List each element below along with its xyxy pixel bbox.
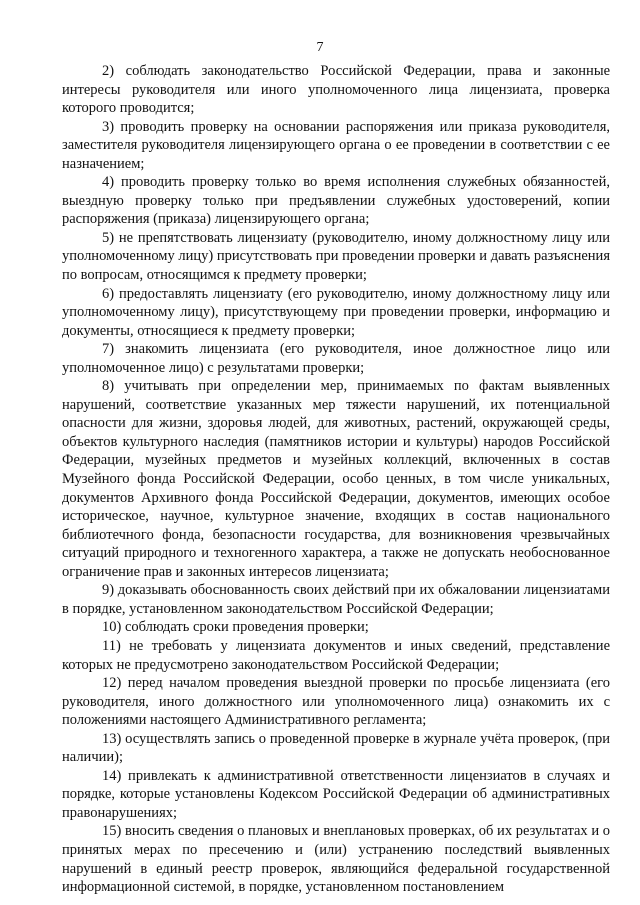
- paragraph-item-4: 4) проводить проверку только во время исполнения служебных обязанностей, выездную проверку только при предъявлении служебных удостоверений, копии распоряжения (приказа) лицензирующего органа;: [62, 174, 610, 228]
- paragraph-item-3: 3) проводить проверку на основании распоряжения или приказа руководителя, заместителя руководителя лицензирующего органа о ее проведении в соответствии с ее назначением;: [62, 118, 610, 172]
- paragraph-item-11: 11) не требовать у лицензиата документов и иных сведений, представление которых не предусмотрено законодательством Российской Федерации;: [62, 637, 610, 673]
- page-number: 7: [316, 40, 324, 55]
- paragraph-item-10: 10) соблюдать сроки проведения проверки;: [102, 619, 369, 636]
- paragraph-item-14: 14) привлекать к административной ответственности лицензиатов в случаях и порядке, которые установлены Кодексом Российской Федерации об административных правонарушениях;: [62, 767, 610, 821]
- paragraph-item-2: 2) соблюдать законодательство Российской Федерации, права и законные интересы руководителя или иного уполномоченного лица лицензиата, проверка которого проводится;: [62, 63, 610, 117]
- paragraph-item-6: 6) предоставлять лицензиату (его руководителю, иному должностному лицу или уполномоченному лицу), присутствующему при проведении проверки, информацию и документы, относящиеся к предмету проверки;: [62, 285, 610, 339]
- document-body: [62, 62, 610, 897]
- paragraph-item-8: 8) учитывать при определении мер, принимаемых по фактам выявленных нарушений, соответствие указанных мер тяжести нарушений, их потенциальной опасности для жизни, здоровья людей, для животных, растений, окружающей среды, объектов культурного наследия (памятников истории и культуры) народов Российской Федерации, музейных предметов и музейных коллекций, включенных в состав Музейного фонда Российской Федерации, особо ценных, в том числе уникальных, документов Архивного фонда Российской Федерации, документов, имеющих особое историческое, научное, культурное значение, входящих в состав национального библиотечного фонда, безопасности государства, для возникновения чрезвычайных ситуаций природного и техногенного характера, а также не допускать необоснованное ограничение прав и законных интересов лицензиата;: [62, 378, 610, 580]
- paragraph-item-15: 15) вносить сведения о плановых и внеплановых проверках, об их результатах и о принятых мерах по пресечению и (или) устранению последствий выявленных нарушений в единый реестр проверок, являющийся федеральной государственной информационной системой, в порядке, установленном постановлением: [62, 823, 610, 896]
- paragraph-item-9: 9) доказывать обоснованность своих действий при их обжаловании лицензиатами в порядке, установленном законодательством Российской Федерации;: [62, 582, 610, 617]
- paragraph-item-13: 13) осуществлять запись о проведенной проверке в журнале учёта проверок, (при наличии);: [62, 730, 610, 766]
- paragraph-item-12: 12) перед началом проведения выездной проверки по просьбе лицензиата (его руководителя, иного должностного или уполномоченного лица) ознакомить их с положениями настоящего Административного регламента;: [62, 675, 610, 729]
- paragraph-item-5: 5) не препятствовать лицензиату (руководителю, иному должностному лицу или уполномоченному лицу) присутствовать при проведении проверки и давать разъяснения по вопросам, относящимся к предмету проверки;: [62, 229, 610, 284]
- paragraph-item-7: 7) знакомить лицензиата (его руководителя, иное должностное лицо или уполномоченное лицо) с результатами проверки;: [62, 341, 610, 376]
